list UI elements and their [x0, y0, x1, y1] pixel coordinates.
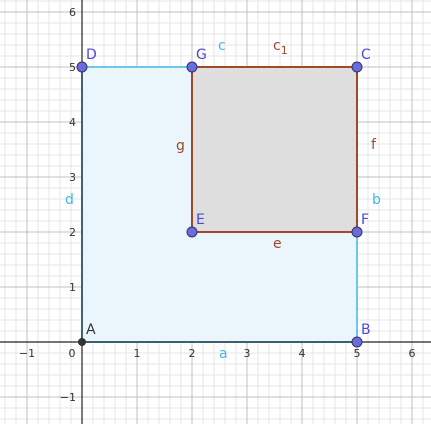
point-b[interactable] [352, 337, 362, 347]
y-tick-label: 4 [69, 116, 76, 129]
point-e[interactable] [187, 227, 197, 237]
point-label-f[interactable]: F [361, 212, 370, 228]
segment-label-b[interactable]: b [372, 192, 381, 208]
y-tick-label: 2 [69, 226, 76, 239]
x-tick-label: 5 [353, 347, 361, 360]
x-tick-label: −1 [18, 347, 36, 360]
segment-label-c1[interactable] [273, 38, 288, 57]
point-d[interactable] [77, 62, 87, 72]
segment-label-a[interactable]: a [219, 346, 228, 362]
x-tick-label: 0 [68, 347, 76, 360]
y-tick-label: 6 [69, 6, 76, 19]
point-label-g[interactable]: G [196, 47, 207, 63]
x-tick-label: 2 [188, 347, 196, 360]
x-tick-label: 1 [133, 347, 141, 360]
x-tick-label: 6 [408, 347, 416, 360]
segment-label-c1-main: c [273, 38, 281, 54]
segment-label-e[interactable]: e [273, 236, 282, 252]
point-label-a[interactable]: A [86, 322, 96, 338]
x-tick-label: 3 [243, 347, 251, 360]
polygon-efcg[interactable] [192, 67, 357, 232]
point-label-d[interactable]: D [86, 47, 97, 63]
point-a[interactable] [78, 338, 86, 346]
point-c[interactable] [352, 62, 362, 72]
segment-label-c[interactable]: c [218, 38, 226, 54]
point-label-c[interactable]: C [361, 47, 371, 63]
point-label-b[interactable]: B [361, 322, 371, 338]
segment-label-c1-subscript: 1 [280, 44, 288, 57]
y-tick-label: 3 [69, 171, 76, 184]
x-tick-label: 4 [298, 347, 306, 360]
y-tick-label: 5 [69, 61, 76, 74]
segment-label-d[interactable]: d [65, 192, 74, 208]
y-tick-label: 1 [69, 281, 76, 294]
segment-label-g[interactable]: g [176, 138, 185, 154]
point-g[interactable] [187, 62, 197, 72]
point-f[interactable] [352, 227, 362, 237]
segment-label-f[interactable]: f [371, 137, 376, 153]
y-tick-label: −1 [59, 391, 76, 404]
point-label-e[interactable]: E [196, 212, 205, 228]
